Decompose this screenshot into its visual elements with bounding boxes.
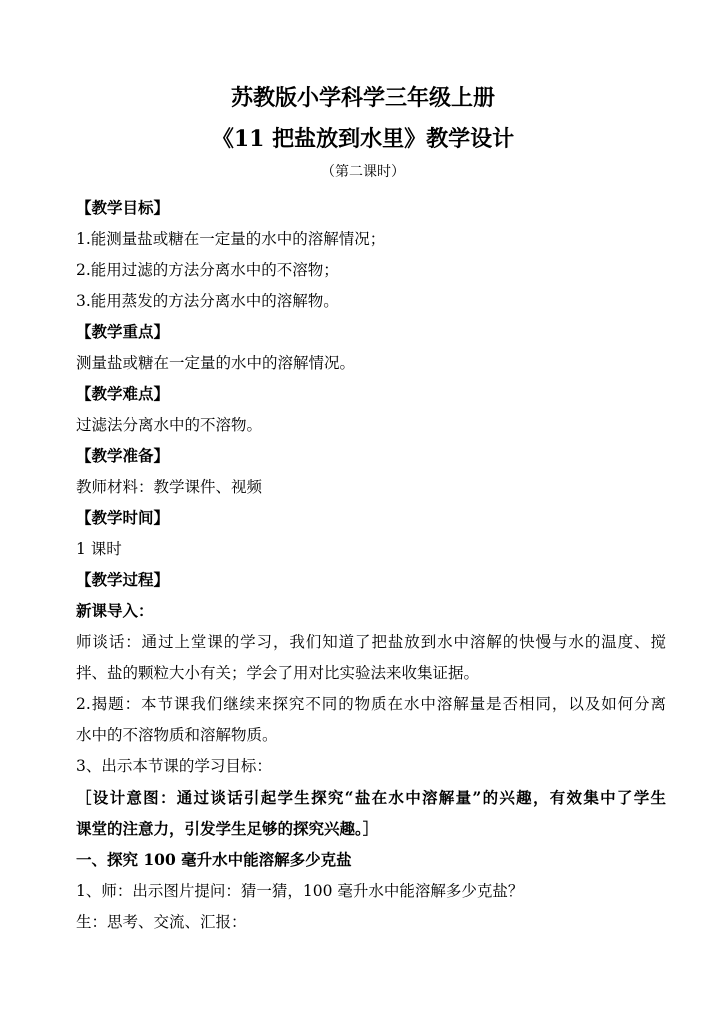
- heading-difficulties: 【教学难点】: [76, 384, 170, 403]
- goal-item-3: 3.能用蒸发的方法分离水中的溶解物。: [76, 292, 339, 310]
- design-intent-line-1: ［设计意图：通过谈话引起学生探究“盐在水中溶解量”的兴趣，有效集中了学生: [76, 788, 666, 807]
- paragraph-2-line-2: 水中的不溶物质和溶解物质。: [76, 726, 278, 744]
- teaching-time-text: 1 课时: [76, 540, 122, 558]
- key-points-text: 测量盐或糖在一定量的水中的溶解情况。: [76, 354, 356, 372]
- document-title-line1: 苏教版小学科学三年级上册: [230, 85, 495, 111]
- paragraph-3: 3、出示本节课的学习目标：: [76, 757, 272, 775]
- preparation-text: 教师材料：教学课件、视频: [76, 478, 263, 496]
- paragraph-1-line-1: 师谈话：通过上堂课的学习，我们知道了把盐放到水中溶解的快慢与水的温度、搅: [76, 633, 666, 651]
- heading-teaching-goals: 【教学目标】: [76, 198, 170, 217]
- paragraph-1-line-2: 拌、盐的颗粒大小有关；学会了用对比实验法来收集证据。: [76, 664, 480, 682]
- lesson-period-subtitle: （第二课时）: [321, 164, 405, 180]
- section-1-heading: 一、探究 100 毫升水中能溶解多少克盐: [76, 850, 352, 869]
- section-1-line-2: 生：思考、交流、汇报：: [76, 913, 247, 931]
- goal-item-2: 2.能用过滤的方法分离水中的不溶物；: [76, 261, 339, 279]
- goal-item-1: 1.能测量盐或糖在一定量的水中的溶解情况；: [76, 230, 386, 248]
- intro-heading: 新课导入：: [76, 601, 154, 620]
- heading-teaching-time: 【教学时间】: [76, 508, 170, 527]
- paragraph-2-line-1: 2.揭题：本节课我们继续来探究不同的物质在水中溶解量是否相同，以及如何分离: [76, 695, 666, 713]
- heading-key-points: 【教学重点】: [76, 322, 170, 341]
- heading-preparation: 【教学准备】: [76, 446, 170, 465]
- heading-teaching-process: 【教学过程】: [76, 570, 170, 589]
- section-1-line-1: 1、师：出示图片提问：猜一猜，100 毫升水中能溶解多少克盐？: [76, 882, 524, 900]
- design-intent-line-2: 课堂的注意力，引发学生足够的探究兴趣。］: [76, 819, 379, 838]
- difficulties-text: 过滤法分离水中的不溶物。: [76, 416, 263, 434]
- document-title-line2: 《11 把盐放到水里》教学设计: [211, 126, 515, 152]
